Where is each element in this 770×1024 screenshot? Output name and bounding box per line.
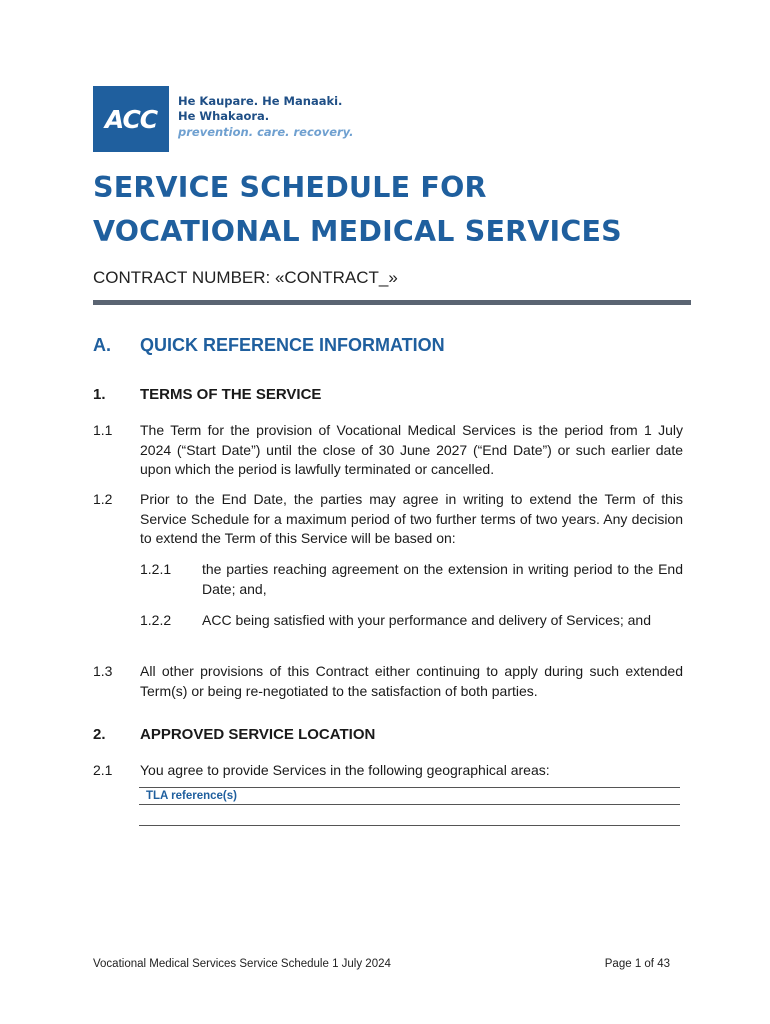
clause-2-1-number: 2.1	[93, 762, 113, 778]
document-title	[93, 166, 622, 254]
heading-1-number: 1.	[93, 386, 106, 403]
acc-logo	[93, 86, 169, 152]
clause-1-2-number: 1.2	[93, 491, 113, 507]
section-a-title: QUICK REFERENCE INFORMATION	[140, 335, 445, 355]
title-line-2: VOCATIONAL MEDICAL SERVICES	[93, 215, 622, 248]
clause-1-3-text: All other provisions of this Contract either continuing to apply during such extended Term(s) or being re-negotiated to the satisfaction of both parties.	[140, 663, 683, 699]
footer-document-name: Vocational Medical Services Service Schedule 1 July 2024	[93, 958, 391, 970]
clause-1-1-text: The Term for the provision of Vocational Medical Services is the period from 1 July 2024 (“Start Date”) until the close of 30 June 2027 (“End Date”) or such earlier date upon which the period is lawfully terminated or cancelled.	[140, 422, 683, 477]
logo-tagline	[178, 94, 353, 141]
table-header-border	[139, 804, 680, 805]
tagline-line-3: prevention. care. recovery.	[178, 125, 354, 139]
contract-number: CONTRACT NUMBER: «CONTRACT_»	[93, 268, 398, 287]
tagline-line-1: He Kaupare. He Manaaki.	[178, 94, 343, 108]
footer-page-number: Page 1 of 43	[604, 958, 670, 970]
clause-1-3-number: 1.3	[93, 663, 113, 679]
section-a-number: A.	[93, 335, 111, 355]
clause-1-2-2-number: 1.2.2	[140, 612, 172, 628]
heading-2-title: APPROVED SERVICE LOCATION	[140, 726, 376, 743]
clause-1-2-1-text: the parties reaching agreement on the extension in writing period to the End Date; and,	[202, 561, 683, 597]
clause-1-2-text: Prior to the End Date, the parties may agree in writing to extend the Term of this Service Schedule for a maximum period of two further terms of two years. Any decision to extend the Term of this Service will be based on:	[140, 491, 683, 546]
tla-table-header: TLA reference(s)	[146, 790, 237, 802]
tagline-line-2: He Whakaora.	[178, 109, 270, 123]
clause-2-1-text: You agree to provide Services in the following geographical areas:	[140, 762, 550, 778]
clause-1-2-2-text: ACC being satisfied with your performance and delivery of Services; and	[202, 612, 651, 628]
clause-1-1-number: 1.1	[93, 422, 113, 438]
heading-2-number: 2.	[93, 726, 106, 743]
clause-1-2-1-number: 1.2.1	[140, 561, 172, 577]
title-line-1: SERVICE SCHEDULE FOR	[93, 171, 487, 204]
table-bottom-border	[139, 825, 680, 826]
acc-logo-mark: ACC	[104, 104, 158, 134]
heading-1-title: TERMS OF THE SERVICE	[140, 386, 322, 403]
table-top-border	[139, 787, 680, 788]
title-divider	[93, 300, 691, 305]
